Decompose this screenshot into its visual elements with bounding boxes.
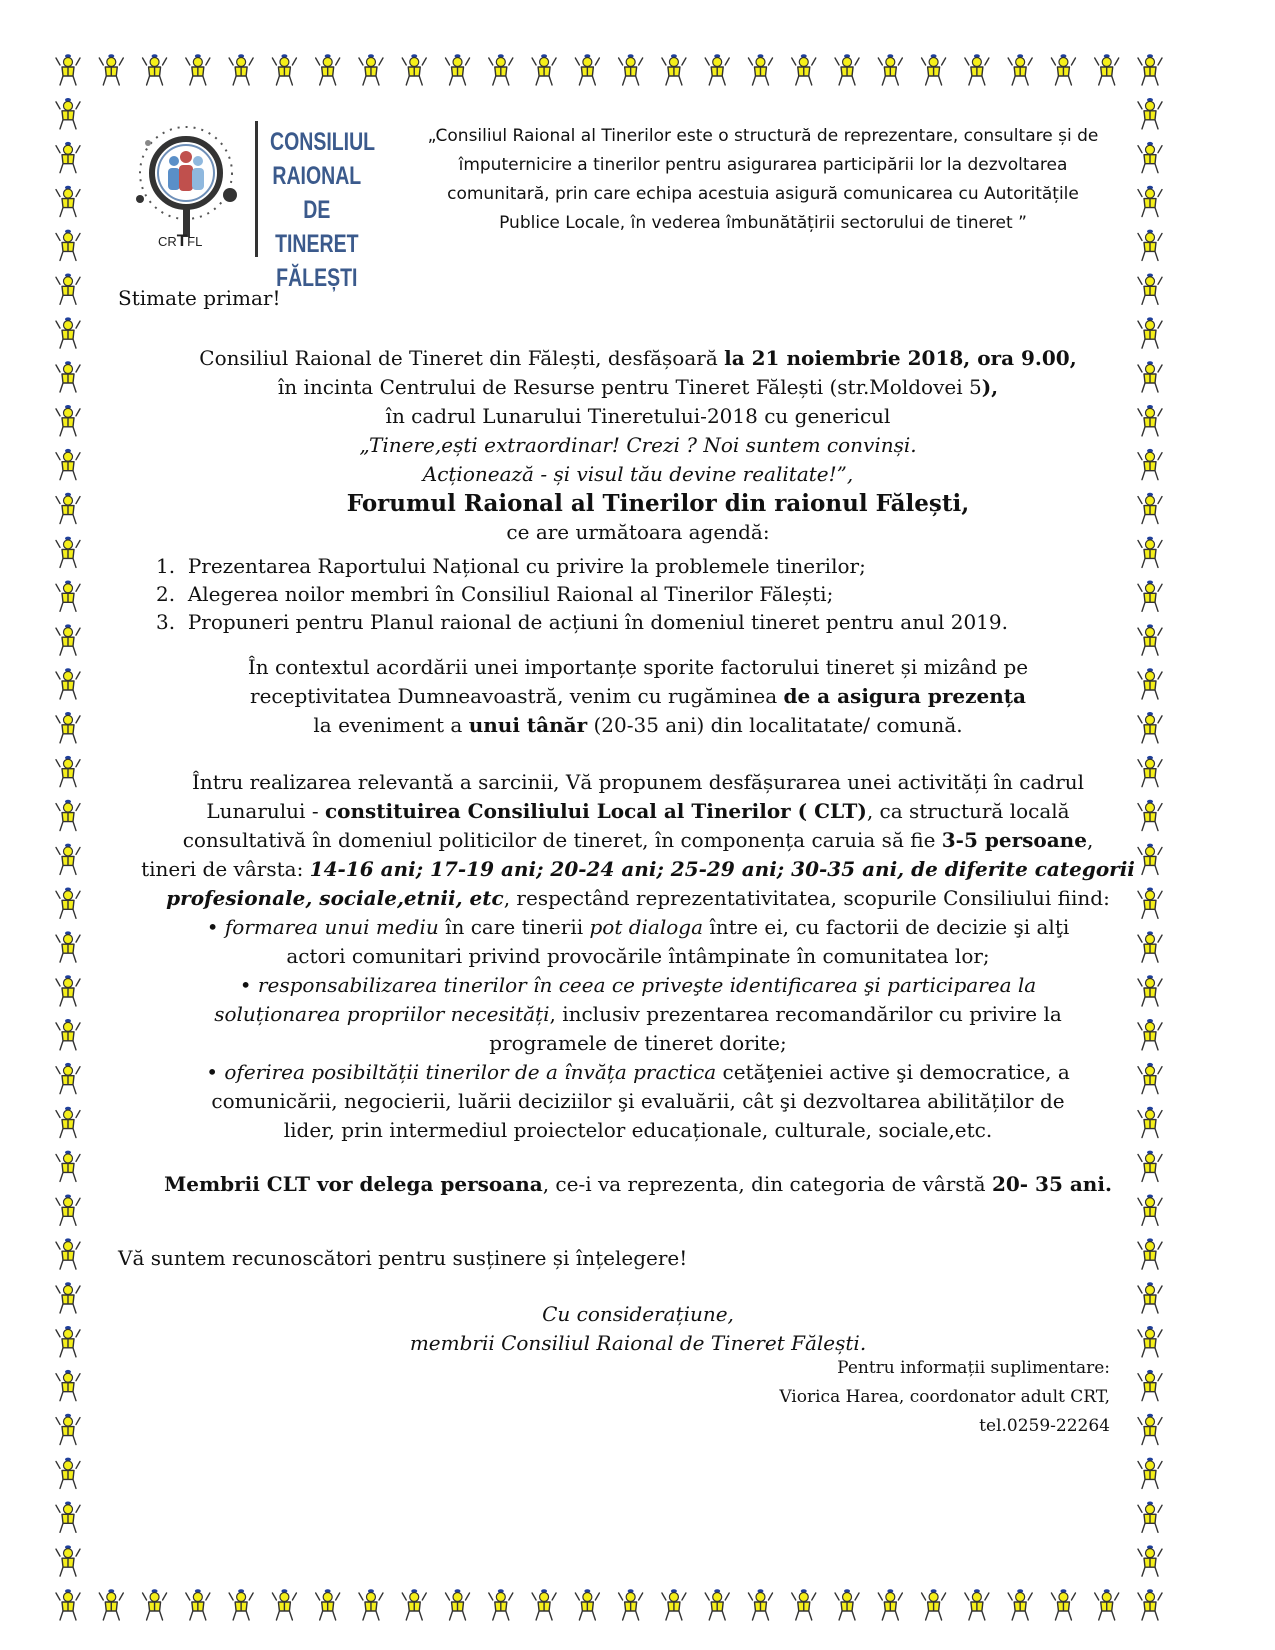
motto-quote: „Consiliul Raional al Tinerilor este o structură de reprezentare, consultare și de împuternicire a tinerilor pentru asigurarea participării lor la dezvoltarea comunitară, prin care echipa acestuia asigură comunicarea cu Autoritățile Publice Locale, în vederea îmbunătățirii sectorului de tineret ” (427, 126, 1099, 233)
closing-block (118, 1300, 1158, 1358)
border-figure-icon (446, 54, 470, 85)
border-figure-icon (446, 1589, 470, 1620)
forum-title: Forumul Raional al Tinerilor din raionul Fălești, (346, 490, 970, 517)
task-line-3 (118, 826, 1158, 855)
border-figure-icon (186, 54, 210, 85)
border-figure-icon (56, 361, 80, 392)
border-figure-icon (56, 975, 80, 1006)
task-l3a: consultativă în domeniul politicilor de tineret, în componența caruia să fie (182, 828, 942, 852)
border-figure-icon (56, 712, 80, 743)
border-figure-icon (56, 1458, 80, 1489)
closing-line-1: Cu considerațiune, (542, 1302, 734, 1326)
border-figure-icon (56, 1238, 80, 1269)
border-figure-icon (56, 1019, 80, 1050)
task-l3c: , (1086, 828, 1094, 852)
greeting: Stimate primar! (118, 286, 281, 310)
bullet-1-line-1 (118, 913, 1158, 942)
border-figure-icon (532, 54, 556, 85)
border-figure-icon (792, 54, 816, 85)
bullet-1-c: în care tinerii (438, 915, 590, 939)
border-figure-icon (359, 54, 383, 85)
border-figure-icon (835, 54, 859, 85)
bullet-3-c: cetăţeniei active şi democratice, a (716, 1060, 1070, 1084)
border-figure-icon (575, 1589, 599, 1620)
border-figure-icon (922, 54, 946, 85)
task-l5b: , respectând reprezentativitatea, scopurile Consiliului fiind: (503, 886, 1110, 910)
border-figure-icon (56, 1194, 80, 1225)
task-l4b: 14-16 ani; 17-19 ani; 20-24 ani; 25-29 ani; 30-35 ani, de diferite categorii (309, 857, 1135, 881)
border-figure-icon (359, 1589, 383, 1620)
delegate-c: 20- 35 ani. (991, 1172, 1112, 1196)
bullet-2-dot: • (239, 973, 258, 997)
border-figure-icon (489, 54, 513, 85)
agenda-list (156, 552, 1156, 636)
bullet-1-b: formarea unui mediu (224, 915, 439, 939)
delegate-a: Membrii CLT vor delega persoana (164, 1172, 543, 1196)
agenda-item (156, 608, 1156, 636)
border-figure-icon (965, 54, 989, 85)
bullet-2-line-1 (118, 971, 1158, 1000)
task-line-1: Întru realizarea relevantă a sarcinii, Vă propunem desfășurarea unei activități în cadrul (191, 770, 1085, 794)
border-figure-icon (1051, 54, 1075, 85)
border-figure-icon (532, 1589, 556, 1620)
event-date: la 21 noiembrie 2018, ora 9.00, (724, 346, 1077, 370)
closing-line-2: membrii Consiliul Raional de Tineret Fălești. (409, 1331, 867, 1355)
border-figure-icon (748, 54, 772, 85)
bullet-2-line-3: programele de tineret dorite; (489, 1031, 787, 1055)
border-figure-icon (1008, 1589, 1032, 1620)
border-figure-icon (56, 1326, 80, 1357)
thanks-line: Vă suntem recunoscători pentru susținere și înțelegere! (118, 1246, 688, 1270)
border-figure-icon (748, 1589, 772, 1620)
request-line-2 (118, 682, 1158, 711)
border-figure-icon (1095, 1589, 1119, 1620)
border-figure-icon (489, 1589, 513, 1620)
border-figure-icon (56, 54, 80, 85)
border-figure-icon (575, 54, 599, 85)
border-figure-icon (922, 1589, 946, 1620)
border-figure-icon (272, 54, 296, 85)
border-figure-icon (792, 1589, 816, 1620)
border-figure-icon (662, 54, 686, 85)
border-figure-icon (56, 668, 80, 699)
border-figure-icon (56, 230, 80, 261)
request-l3c: (20-35 ani) din localitatate/ comună. (587, 713, 963, 737)
crt-logo (118, 113, 408, 292)
border-figure-icon (56, 405, 80, 436)
task-l5a: profesionale, sociale,etnii, etc (166, 886, 504, 910)
border-figure-icon (1138, 1545, 1162, 1576)
intro-line-1 (118, 344, 1158, 373)
border-figure-icon (1008, 54, 1032, 85)
border-figure-icon (1138, 1589, 1162, 1620)
intro-l2b: ), (981, 375, 999, 399)
request-line-1: În contextul acordării unei importanțe sporite factorului tineret și mizând pe (247, 655, 1029, 679)
request-l3b: unui tânăr (468, 713, 588, 737)
request-line-3 (118, 711, 1158, 740)
bullet-2-b: responsabilizarea tinerilor în ceea ce priveşte identificarea şi participarea la (257, 973, 1037, 997)
border-figure-icon (56, 449, 80, 480)
bullet-2-d: , inclusiv prezentarea recomandărilor cu privire la (549, 1002, 1062, 1026)
bullet-2-c: soluționarea propriilor necesități (214, 1002, 550, 1026)
agenda-num: 1. (156, 554, 176, 578)
agenda-num: 2. (156, 582, 176, 606)
border-figure-icon (56, 1151, 80, 1182)
border-figure-icon (56, 186, 80, 217)
request-l2a: receptivitatea Dumneavoastră, venim cu rugămine (250, 684, 766, 708)
task-block (118, 768, 1158, 1145)
border-figure-icon (1138, 1370, 1162, 1401)
task-l4a: tineri de vârsta: (141, 857, 310, 881)
border-figure-icon (56, 537, 80, 568)
border-figure-icon (56, 98, 80, 129)
intro-block (118, 344, 1158, 547)
agenda-text: Prezentarea Raportului Național cu privire la problemele tinerilor; (187, 554, 866, 578)
border-figure-icon (316, 1589, 340, 1620)
border-figure-icon (56, 273, 80, 304)
border-figure-icon (272, 1589, 296, 1620)
bullet-3-dot: • (206, 1060, 225, 1084)
border-figure-icon (1138, 273, 1162, 304)
logo-line-1: CONSILIUL (270, 128, 376, 156)
border-figure-icon (705, 1589, 729, 1620)
border-figure-icon (186, 1589, 210, 1620)
agenda-item (156, 580, 1156, 608)
border-figure-icon (56, 1545, 80, 1576)
intro-line-2 (118, 373, 1158, 402)
task-l3b: 3-5 persoane (941, 828, 1087, 852)
bullet-3-line-1 (118, 1058, 1158, 1087)
request-block (118, 653, 1158, 740)
intro-line-3: în cadrul Lunarului Tineretului-2018 cu genericul (385, 404, 891, 428)
border-figure-icon (229, 54, 253, 85)
border-figure-icon (56, 580, 80, 611)
border-figure-icon (619, 1589, 643, 1620)
border-figure-icon (56, 317, 80, 348)
task-line-4 (118, 855, 1158, 884)
border-figure-icon (662, 1589, 686, 1620)
agenda-item (156, 552, 1156, 580)
border-figure-icon (878, 1589, 902, 1620)
border-figure-icon (56, 1501, 80, 1532)
border-figure-icon (56, 931, 80, 962)
border-figure-icon (56, 1282, 80, 1313)
logo-line-4: FĂLEȘTI (276, 264, 358, 292)
logo-title (270, 125, 376, 295)
intro-l1a: Consiliul Raional de Tineret din Fălești, desfășoară (199, 346, 725, 370)
border-figure-icon (878, 54, 902, 85)
border-figure-icon (316, 54, 340, 85)
letter (118, 108, 1158, 1436)
border-figure-icon (56, 1063, 80, 1094)
badge-right-text: FL (187, 234, 203, 249)
border-figure-icon (1095, 54, 1119, 85)
border-figure-icon (1138, 1238, 1162, 1269)
border-figure-icon (1051, 1589, 1075, 1620)
logo-badge (158, 231, 202, 251)
border-figure-icon (99, 54, 123, 85)
border-figure-icon (1138, 54, 1162, 85)
border-figure-icon (56, 1589, 80, 1620)
border-figure-icon (56, 887, 80, 918)
border-figure-icon (56, 756, 80, 787)
logo-divider (255, 121, 258, 257)
task-l2a: Lunarului - (206, 799, 325, 823)
border-figure-icon (705, 54, 729, 85)
request-l2c: de a asigura prezența (783, 684, 1026, 708)
letter-header (118, 108, 1158, 292)
delegate-b: , ce-i va reprezenta, din categoria de vârstă (542, 1172, 992, 1196)
agenda-text: Alegerea noilor membri în Consiliul Raional al Tinerilor Fălești; (187, 582, 834, 606)
border-figure-icon (99, 1589, 123, 1620)
border-figure-icon (402, 54, 426, 85)
bullet-3-line-2: comunicării, negocierii, luării deciziilor şi evaluării, cât şi dezvoltarea abilităților de (211, 1089, 1065, 1113)
border-figure-icon (56, 493, 80, 524)
border-figure-icon (1138, 1458, 1162, 1489)
border-figure-icon (143, 54, 167, 85)
border-figure-icon (835, 1589, 859, 1620)
task-l2b: constituirea Consiliului Local al Tinerilor ( CLT) (324, 799, 867, 823)
request-l3a: la eveniment a (313, 713, 469, 737)
border-figure-icon (56, 624, 80, 655)
border-figure-icon (402, 1589, 426, 1620)
badge-mid-text: T (176, 231, 188, 250)
slogan-line-2: Acționează - și visul tău devine realitate!”, (422, 462, 854, 486)
contact-block (779, 1354, 1110, 1441)
border-figure-icon (965, 1589, 989, 1620)
border-figure-icon (1138, 1501, 1162, 1532)
border-figure-icon (229, 1589, 253, 1620)
bullet-1-dot: • (206, 915, 225, 939)
border-figure-icon (1138, 1194, 1162, 1225)
intro-l2a: în incinta Centrului de Resurse pentru Tineret Fălești (str.Moldovei 5 (277, 375, 982, 399)
logo-line-3: DE TINERET (275, 196, 359, 258)
border-figure-icon (1138, 1414, 1162, 1445)
task-line-5 (118, 884, 1158, 913)
contact-line-2: Viorica Harea, coordonator adult CRT, (779, 1387, 1110, 1407)
agenda-text: Propuneri pentru Planul raional de acțiuni în domeniul tineret pentru anul 2019. (187, 610, 1008, 634)
task-line-2 (118, 797, 1158, 826)
slogan-line-1: „Tinere,ești extraordinar! Crezi ? Noi suntem convinși. (359, 433, 917, 457)
bullet-1-e: între ei, cu factorii de decizie şi alţi (703, 915, 1070, 939)
delegate-line (118, 1170, 1158, 1199)
border-figure-icon (56, 142, 80, 173)
border-figure-icon (619, 54, 643, 85)
badge-left-text: CR (158, 234, 177, 249)
bullet-1-line-2: actori comunitari privind provocările întâmpinate în comunitatea lor; (286, 944, 990, 968)
contact-line-1: Pentru informații suplimentare: (837, 1358, 1110, 1378)
request-l2b: a (765, 684, 784, 708)
border-figure-icon (143, 1589, 167, 1620)
border-figure-icon (56, 1414, 80, 1445)
task-l2c: , ca structură locală (866, 799, 1070, 823)
logo-line-2: RAIONAL (272, 162, 362, 190)
border-figure-icon (56, 1370, 80, 1401)
bullet-2-line-2 (118, 1000, 1158, 1029)
bullet-3-b: oferirea posibiltății tinerilor de a învăța practica (224, 1060, 717, 1084)
border-figure-icon (56, 800, 80, 831)
bullet-3-line-3: lider, prin intermediul proiectelor educaționale, culturale, sociale,etc. (283, 1118, 993, 1142)
agenda-num: 3. (156, 610, 176, 634)
contact-phone: tel.0259-22264 (979, 1416, 1110, 1436)
bullet-1-d: pot dialoga (589, 915, 703, 939)
border-figure-icon (56, 844, 80, 875)
agenda-intro: ce are următoara agendă: (506, 520, 770, 544)
border-figure-icon (56, 1107, 80, 1138)
